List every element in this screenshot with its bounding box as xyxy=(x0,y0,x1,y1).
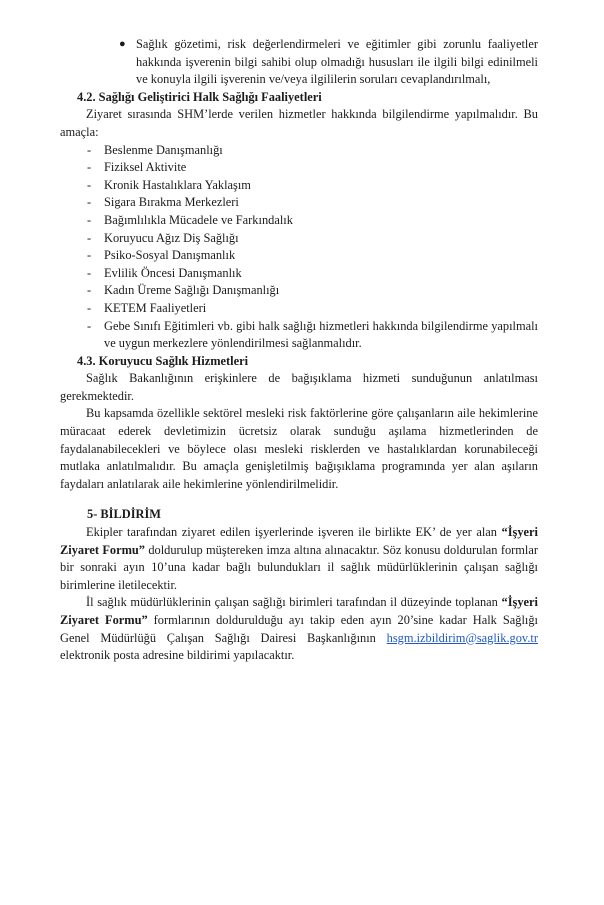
list-item: - Bağımlılıkla Mücadele ve Farkındalık xyxy=(60,212,538,230)
list-item: - Beslenme Danışmanlığı xyxy=(60,142,538,160)
dash-icon: - xyxy=(87,230,92,245)
service-list xyxy=(60,142,538,353)
dash-icon: - xyxy=(87,142,92,157)
list-item: - Psiko-Sosyal Danışmanlık xyxy=(60,247,538,265)
list-item: - Kronik Hastalıklara Yaklaşım xyxy=(60,177,538,195)
section-4-2-intro: Ziyaret sırasında SHM’lerde verilen hizmetler hakkında bilgilendirme yapılmalıdır. Bu amaçla: xyxy=(60,107,538,139)
dash-icon: - xyxy=(87,160,92,175)
list-item: - Gebe Sınıfı Eğitimleri vb. gibi halk sağlığı hizmetleri hakkında bilgilendirme yapılmalı ve uygun merkezlere yönlendirilmesi sağlanmalıdır. xyxy=(87,318,538,351)
list-item: - Evlilik Öncesi Danışmanlık xyxy=(60,265,538,283)
dash-icon: - xyxy=(87,300,92,315)
section-4-3-paragraph-2: Bu kapsamda özellikle sektörel mesleki risk faktörlerine göre çalışanların aile hekimlerine müracaat ederek devletimizin ücretsiz olarak sunduğu aşılama hizmetlerinden de faydalanabilecekleri ve böylece olası mesleki risklerden ve hastalıklardan korunabileceği mutlaka anlatılmalıdır. Bu amaçla genişletilmiş bağışıklama programında yer alan aşıların faydaları anlatılarak aile hekimlerine yönlendirilmelidir. xyxy=(60,406,538,491)
section-4-3-heading: 4.3. Koruyucu Sağlık Hizmetleri xyxy=(77,353,249,368)
dash-icon: - xyxy=(87,283,92,298)
bullet-text: Sağlık gözetimi, risk değerlendirmeleri ve eğitimler gibi zorunlu faaliyetler hakkında işverenin bilgi sahibi olup olmadığı hususları ile ilgili bilgi edinilmeli ve konuyla ilgili işverenin ve/veya ilgililerin soruları cevaplandırılmalı, xyxy=(136,37,538,87)
form-name-bold: “İşyeri Ziyaret Formu” xyxy=(60,525,538,557)
list-item: - KETEM Faaliyetleri xyxy=(60,300,538,318)
list-item: - Kadın Üreme Sağlığı Danışmanlığı xyxy=(60,282,538,300)
dash-icon: - xyxy=(87,212,92,227)
email-link[interactable]: hsgm.izbildirim@saglik.gov.tr xyxy=(386,630,538,645)
section-5-paragraph-1: Ekipler tarafından ziyaret edilen işyerlerinde işveren ile birlikte EK’ de yer alan “İşyeri Ziyaret Formu” doldurulup müştereken imza altına alınacaktır. Söz konusu doldurulan formlar bir sonraki ayın 10’una kadar bağlı bulundukları il sağlık müdürlüklerinin çalışan sağlığı birimlerine iletilecektir. xyxy=(60,525,538,592)
bullet-dot-icon: ● xyxy=(119,38,126,50)
list-item: - Fiziksel Aktivite xyxy=(60,159,538,177)
section-5-heading: 5- BİLDİRİM xyxy=(87,507,162,522)
bullet-item xyxy=(60,36,538,89)
dash-icon: - xyxy=(87,248,92,263)
form-name-bold: “İşyeri Ziyaret Formu” xyxy=(60,595,538,627)
list-item: - Koruyucu Ağız Diş Sağlığı xyxy=(60,230,538,248)
page-content xyxy=(60,36,538,665)
section-4-2-heading: 4.2. Sağlığı Geliştirici Halk Sağlığı Faaliyetleri xyxy=(77,89,322,104)
list-item: - Sigara Bırakma Merkezleri xyxy=(60,194,538,212)
dash-icon: - xyxy=(87,265,92,280)
dash-icon: - xyxy=(87,177,92,192)
section-4-3-paragraph-1: Sağlık Bakanlığının erişkinlere de bağışıklama hizmeti sunduğunun anlatılması gerekmektedir. xyxy=(60,371,538,403)
dash-icon: - xyxy=(87,195,92,210)
dash-icon: - xyxy=(87,318,92,333)
section-5-paragraph-2: İl sağlık müdürlüklerinin çalışan sağlığı birimleri tarafından il düzeyinde toplanan “İşyeri Ziyaret Formu” formlarının doldurulduğu ayı takip eden ayın 20’sine kadar Halk Sağlığı Genel Müdürlüğü Çalışan Sağlığı Dairesi Başkanlığının hsgm.izbildirim@saglik.gov.tr elektronik posta adresine bildirimi yapılacaktır. xyxy=(60,595,538,663)
